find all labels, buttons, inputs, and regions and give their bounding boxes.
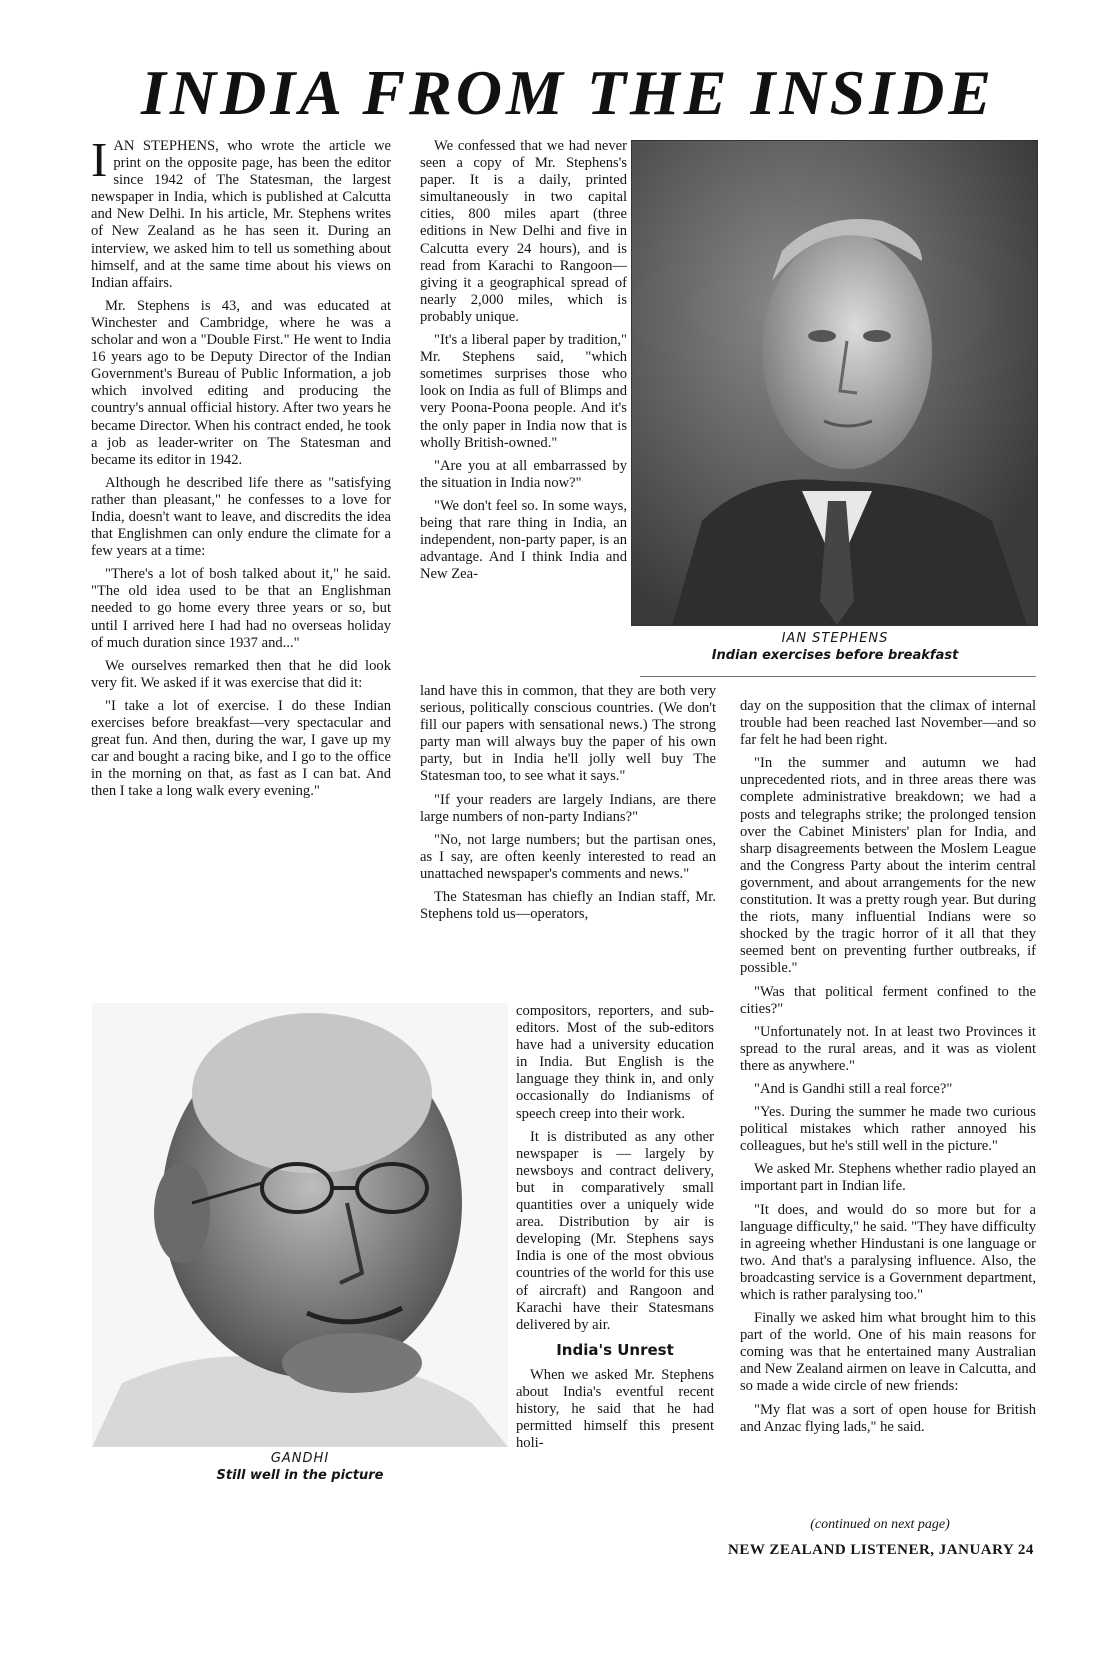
paragraph: "Unfortunately not. In at least two Provinces it spread to the rural areas, and it was as violent there as anywhere." — [740, 1023, 1036, 1074]
page-footer: NEW ZEALAND LISTENER, JANUARY 24 — [728, 1542, 1034, 1558]
article-column-1 — [91, 132, 391, 998]
article-column-3 — [740, 698, 1036, 1540]
paragraph: "I take a lot of exercise. I do these Indian exercises before breakfast—very spectacular and great fun. And then, during the war, I gave up my car and bought a racing bike, and I go to the office in the morning on that, as fast as I can bat. And then I take a long walk every evening." — [91, 697, 391, 800]
continued-note: (continued on next page) — [810, 1517, 950, 1532]
paragraph: We confessed that we had never seen a copy of Mr. Stephens's paper. It is a daily, printed simultaneously in two capital cities, 800 miles apart (three editions in New Delhi and five in Calcutta every 24 hours), and is read from Karachi to Rangoon—giving it a geographical spread of nearly 2,000 miles, which is probably unique. — [420, 138, 627, 325]
paragraph: We asked Mr. Stephens whether radio played an important part in Indian life. — [740, 1161, 1036, 1195]
gandhi-photo — [92, 1003, 508, 1447]
paragraph: "Was that political ferment confined to the cities?" — [740, 983, 1036, 1017]
gandhi-caption — [140, 1450, 460, 1484]
caption-text: Still well in the picture — [216, 1468, 384, 1483]
paragraph: "It's a liberal paper by tradition," Mr. Stephens said, "which sometimes surprises those who look on India as full of Blimps and very Poona-Poona people. And it's the only paper in India now that is wholly British-owned." — [420, 332, 627, 451]
portrait-image — [92, 1003, 508, 1447]
paragraph: "And is Gandhi still a real force?" — [754, 1080, 953, 1097]
article-column-4 — [516, 1003, 714, 1523]
paragraph: compositors, reporters, and sub-editors. Most of the sub-editors have had a university education in India. But English is the language they think in, and only occasionally do Indianisms of speech creep into their work. — [516, 1003, 714, 1122]
paragraph: "No, not large numbers; but the partisan ones, as I say, are often keenly interested to read an unattached newspaper's comments and news." — [420, 831, 716, 882]
headline: INDIA FROM THE INSIDE — [141, 57, 995, 128]
section-subhead: India's Unrest — [556, 1340, 674, 1359]
paragraph: It is distributed as any other newspaper is — largely by newsboys and contract delivery, but in comparatively small quantities over a uniquely wide area. Distribution by air is developing (Mr. Stephens says India is one of the most obvious countries of the world for this use of aircraft) and Rangoon and Karachi have their Statesmans delivered by air. — [516, 1128, 714, 1333]
paragraph: land have this in common, that they are both very serious, politically conscious countries. (We don't fill our papers with sensational news.) The strong party man will always buy the paper of his own party, but in India he'll jolly well buy The Statesman too, to see what it says." — [420, 683, 716, 785]
stephens-photo — [631, 140, 1038, 626]
article-column-2 — [420, 138, 627, 678]
paragraph: We ourselves remarked then that he did look very fit. We asked if it was exercise that did it: — [91, 657, 391, 691]
paragraph: IAN STEPHENS, who wrote the article we print on the opposite page, has been the editor since 1942 of The Statesman, the largest newspaper in India, which is published at Calcutta and New Delhi. In his article, Mr. Stephens writes of New Zealand as he has seen it. During an interview, we asked him to tell us something about himself, and at the same time about his views on Indian affairs. — [91, 132, 391, 291]
stephens-caption — [640, 630, 1030, 664]
paragraph: Although he described life there as "satisfying rather than pleasant," he confesses to a love for India, doesn't want to leave, and discredits the idea that Englishmen can only endure the climate for a few years at a time: — [91, 474, 391, 560]
paragraph: Finally we asked him what brought him to this part of the world. One of his main reasons for coming was that he entertained many Australian and New Zealand airmen on leave in Calcutta, and so made a wide circle of new friends: — [740, 1310, 1036, 1395]
paragraph: day on the supposition that the climax of internal trouble had been reached last November—and so far felt he had been right. — [740, 698, 1036, 749]
article-column-2-continued — [420, 683, 716, 998]
paragraph: When we asked Mr. Stephens about India's eventful recent history, he said that he had permitted himself this present holi- — [516, 1366, 714, 1452]
paragraph: "It does, and would do so more but for a language difficulty," he said. "They have difficulty in agreeing whether Hindustani is one language or two. And that's a paralysing influence. Also, the broadcasting service is a Government department, which is rather paralysing too." — [740, 1201, 1036, 1303]
paragraph: The Statesman has chiefly an Indian staff, Mr. Stephens told us—operators, — [420, 889, 716, 923]
caption-name: IAN STEPHENS — [781, 631, 889, 646]
paragraph: "In the summer and autumn we had unprecedented riots, and in three areas there was complete administrative breakdown; we had a posts and telegraphs strike; the prolonged tension over the Cabinet Ministers' plan for India, and sharp disagreements between the Moslem League and the Congress Party about the interim central government, and about arrangements for the new constitution. It was a pretty rough year. But during the riots, many influential Indians were so shocked by the tragic horror of it all that they seemed bent on preventing further outbreaks, if possible." — [740, 755, 1036, 977]
paragraph: "We don't feel so. In some ways, being that rare thing in India, an independent, non-party paper, is an advantage. And I think India and New Zea- — [420, 497, 627, 583]
paragraph: Mr. Stephens is 43, and was educated at Winchester and Cambridge, where he was a scholar and won a "Double First." He went to India 16 years ago to be Deputy Director of the Indian Government's Bureau of Public Information, a job which involved editing and producing the country's annual official history. After two years he became Director. When his contract ended, he took a job as leader-writer on The Statesman and became its editor in 1942. — [91, 297, 391, 468]
paragraph: "My flat was a sort of open house for British and Anzac flying lads," he said. — [740, 1401, 1036, 1435]
caption-text: Indian exercises before breakfast — [711, 648, 959, 663]
caption-name: GANDHI — [270, 1451, 330, 1466]
paragraph: "If your readers are largely Indians, are there large numbers of non-party Indians?" — [420, 791, 716, 825]
portrait-image — [632, 141, 1037, 625]
divider — [640, 676, 1036, 677]
paragraph: "Yes. During the summer he made two curious political mistakes which rather annoyed his colleagues, but he's still well in the picture." — [740, 1104, 1036, 1155]
paragraph: "There's a lot of bosh talked about it," he said. "The old idea used to be that an Englishman needed to go home every three years or so, but until I arrived here I had had no overseas holiday of much duration since 1937 and..." — [91, 566, 391, 651]
drop-cap: I — [91, 132, 108, 187]
paragraph: "Are you at all embarrassed by the situation in India now?" — [420, 457, 627, 491]
